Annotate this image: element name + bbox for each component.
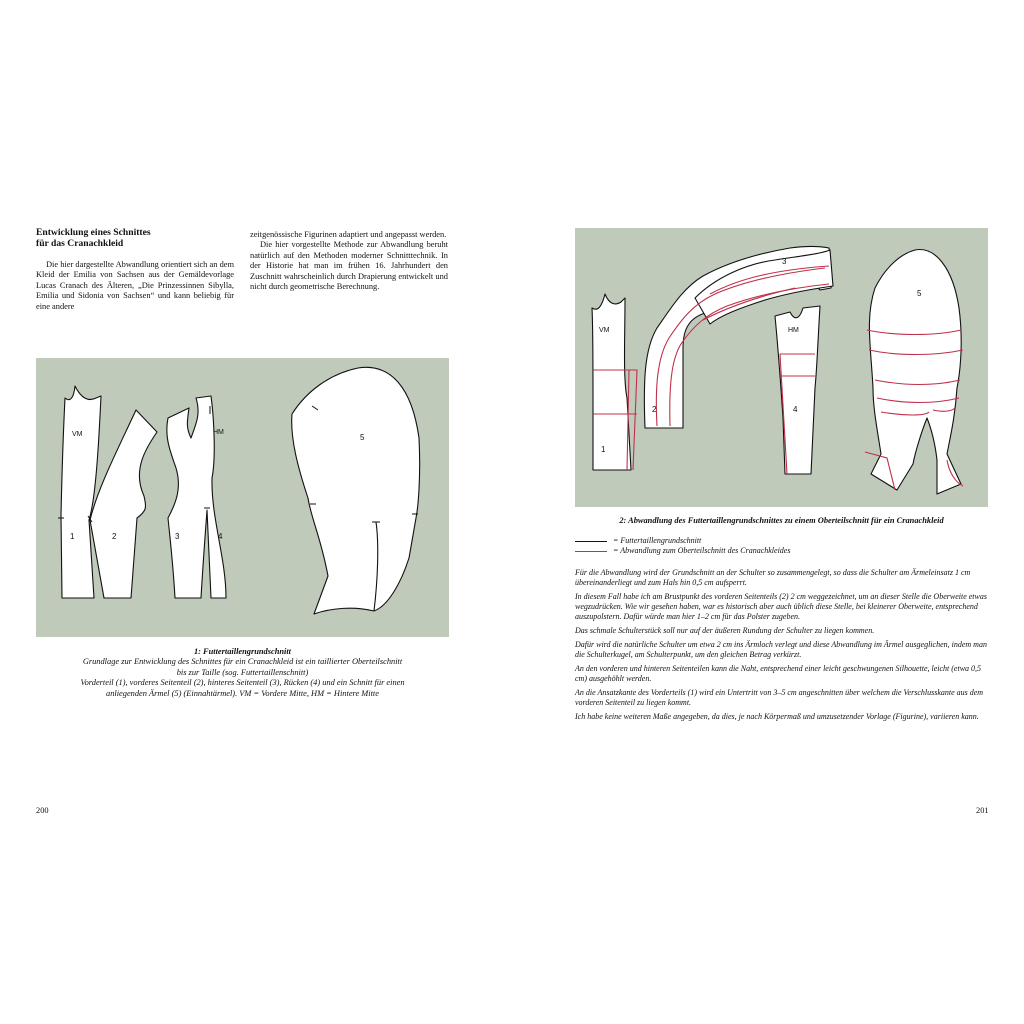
page-number-left: 200 [36, 806, 49, 815]
label-piece-5: 5 [360, 433, 365, 442]
note-paragraph: An die Ansatzkante des Vorderteils (1) wird ein Untertritt von 3–5 cm angeschnitten über welchem die Verschlusskante aus dem vorderen Seitenteil zu liegen kommt. [575, 688, 984, 707]
label-piece-1: 1 [601, 445, 606, 454]
paragraph-intro: Die hier dargestellte Abwandlung orientiert sich an dem Kleid der Emilia von Sachsen aus der Gemäldevorlage Lucas Cranach des Älteren, „Die Prinzessinnen Sibylla, Emilia und Sidonia von Sachsen“ und kann beliebig für eine andere [36, 260, 234, 311]
note-paragraph: In diesem Fall habe ich am Brustpunkt des vorderen Seitenteils (2) 2 cm weggezeichnet, um an dieser Stelle die Oberweite etwas wegzudrücken. Wie wir gesehen haben, war es historisch aber auch üblich diese Stelle, bei kleinerer Oberweite, entsprechend auszupolstern. Dafür würde man hier 1–2 cm für das Polster zugeben. [575, 592, 987, 621]
pattern-piece-front [592, 294, 631, 470]
note-paragraph: Dafür wird die natürliche Schulter um etwa 2 cm ins Ärmloch verlegt und diese Abwandlung im Ärmel ausgeglichen, indem man die Schulterkugel, am Schulterpunkt, um den gleichen Betrag verkürzt. [575, 640, 987, 659]
label-front-center: VM [72, 431, 83, 438]
label-piece-3: 3 [175, 532, 180, 541]
instruction-notes [575, 568, 988, 726]
text-column-right [250, 230, 448, 292]
figure-1-caption-line: Grundlage zur Entwicklung des Schnittes für ein Cranachkleid ist ein taillierter Oberteilschnitt [82, 657, 403, 667]
legend-item-basic [575, 536, 988, 546]
legend-line-red [575, 551, 607, 552]
label-piece-2: 2 [652, 405, 657, 414]
label-piece-3: 3 [782, 257, 787, 266]
pattern-drawing-1 [36, 358, 449, 637]
paragraph-method: Die hier vorgestellte Methode zur Abwandlung beruht natürlich auf den Methoden moderner Schnitttechnik. In der Historie hat man im frühen 16. Jahrhundert den Zuschnitt wahrscheinlich durch Drapierung entwickelt und nicht durch geometrische Berechnung. [250, 240, 448, 292]
figure-1-caption-title: 1: Futtertaillengrundschnitt [193, 647, 292, 656]
page-number-right: 201 [976, 806, 989, 815]
figure-2-caption: 2: Abwandlung des Futtertaillengrundschnittes zu einem Oberteilschnitt für ein Cranachkleid [619, 516, 944, 525]
section-heading [36, 227, 246, 249]
note-paragraph: An den vorderen und hinteren Seitenteilen kann die Naht, entsprechend einer leicht geschwungenen Silhouette, leicht (etwa 0,5 cm) ausgehöhlt werden. [575, 664, 982, 683]
figure-2-modified-pattern [575, 228, 988, 507]
pattern-piece-sleeve [292, 367, 420, 614]
pattern-piece-front [61, 386, 101, 598]
label-piece-2: 2 [112, 532, 117, 541]
pattern-piece-back [167, 396, 226, 598]
note-paragraph: Ich habe keine weiteren Maße angegeben, da dies, je nach Körpermaß und umzusetzender Vorlage (Figurine), variieren kann. [575, 712, 979, 721]
heading-line-1: Entwicklung eines Schnittes [36, 227, 151, 238]
label-piece-5: 5 [917, 289, 922, 298]
pattern-piece-side-front [90, 410, 157, 598]
legend-text-basic: = Futtertaillengrundschnitt [613, 536, 702, 545]
label-back-center: HM [213, 429, 224, 436]
heading-line-2: für das Cranachkleid [36, 238, 124, 249]
legend-item-modified [575, 546, 988, 556]
legend-line-black [575, 541, 607, 542]
figure-1-caption-line: Vorderteil (1), vorderes Seitenteil (2), hinteres Seitenteil (3), Rücken (4) und ein Schnitt für einen [80, 678, 405, 688]
figure-1-caption-line: anliegenden Ärmel (5) (Einnahtärmel). VM = Vordere Mitte, HM = Hintere Mitte [106, 688, 379, 698]
pattern-drawing-2 [575, 228, 988, 507]
note-paragraph: Für die Abwandlung wird der Grundschnitt an der Schulter so zusammengelegt, so dass die Schulter am Ärmeleinsatz 1 cm übereinanderliegt und zum Hals hin 0,5 cm aufsperrt. [575, 568, 971, 587]
label-piece-4: 4 [218, 532, 223, 541]
paragraph-continuation: zeitgenössische Figurinen adaptiert und angepasst werden. [250, 230, 447, 239]
label-piece-1: 1 [70, 532, 75, 541]
label-piece-4: 4 [793, 405, 798, 414]
text-column-left [36, 260, 234, 312]
note-paragraph: Das schmale Schulterstück soll nur auf der äußeren Rundung der Schulter zu liegen kommen. [575, 626, 875, 635]
label-back-center: HM [788, 327, 799, 334]
label-front-center: VM [599, 327, 610, 334]
figure-1-caption [36, 647, 449, 699]
figure-1-caption-line: bis zur Taille (sog. Futtertaillenschnitt) [176, 667, 309, 677]
legend-text-modified: = Abwandlung zum Oberteilschnitt des Cranachkleides [613, 546, 791, 555]
legend [575, 536, 988, 556]
figure-1-basic-pattern [36, 358, 449, 637]
